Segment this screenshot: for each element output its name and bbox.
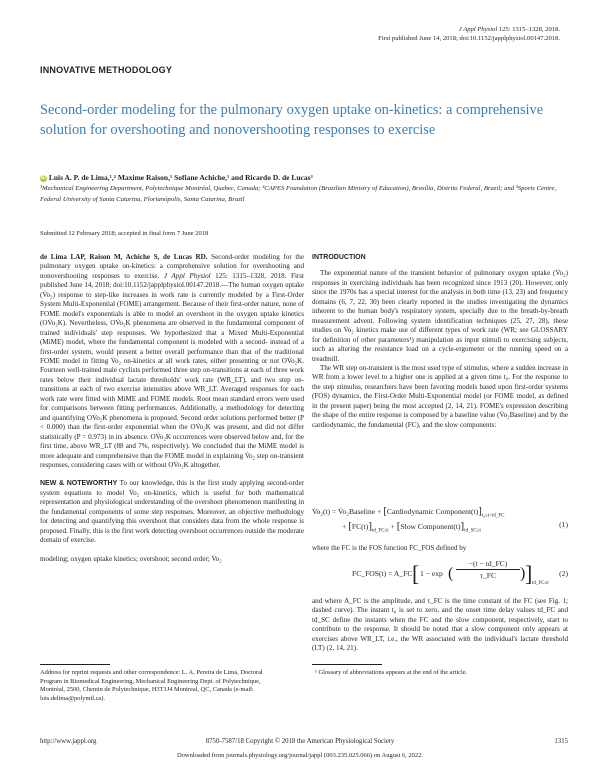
article-title: Second-order modeling for the pulmonary oxygen uptake on-kinetics: a comprehensive solution for overshooting and nonovershooting responses to exercise — [40, 102, 544, 138]
introduction-heading: INTRODUCTION — [312, 254, 366, 261]
copyright-line: 8750-7587/18 Copyright © 2018 the American Physiological Society — [205, 738, 395, 745]
eq1-subscript-1: t₀≤t<td_FC — [481, 513, 505, 519]
eq1-slow-term: Slow Component(t) — [400, 522, 461, 531]
new-noteworthy-text: To our knowledge, this is the first study applying second-order system equations to model V̇o₂ on-kinetics, which is useful for both mathematical representation and physiological understanding of the overshoot phenomenon manifesting in the fundamental components of some step responses. Moreover, an objective methodology for detecting and quantifying this overshoot that considers data from the whole response is proposed. Finally, this is the first work detecting overshoot occurrences outside the moderate domain of exercise. — [40, 479, 304, 545]
author-names: Luis A. P. de Lima,¹,² Maxime Raison,¹ Sofiane Achiche,¹ and Ricardo D. de Lucas³ — [48, 173, 313, 182]
equation-1: V̇o₂(t) = V̇o₂Baseline + [Cardiodynamic $Component(t)]_{t_0\le t<td\_FC}$ + $[FC(t)]_{td\_FC\le t}$ + [Slow $Component(t)]_{td\_SC\le t}$ (1) — [312, 505, 568, 534]
eq2-lhs: FC_FOS(t) = A_FC — [352, 569, 413, 578]
equation-2: FC_FOS(t) = A_FC [ 1 − exp ( $\frac{-(t - td\_FC)}{\tau\_FC}$ ) ] td_FC≤t (2) — [352, 559, 568, 586]
abstract-citation-authors: de Lima LAP, Raison M, Achiche S, de Lucas RD. — [40, 253, 208, 261]
journal-citation-line — [378, 26, 560, 35]
eq2-numerator: −(t − td_FC) — [456, 559, 520, 570]
eq1-lhs: V̇o₂(t) = V̇o₂Baseline + — [312, 507, 384, 516]
eq2-subscript: td_FC≤t — [532, 581, 549, 586]
eq1-subscript-3: td_SC≤t — [464, 528, 481, 534]
journal-reference — [378, 26, 560, 43]
keywords: modeling; oxygen uptake kinetics; overshoot; second order; V̇o₂ — [40, 554, 222, 563]
submission-dates: Submitted 12 February 2018; accepted in final form 7 June 2018 — [40, 230, 209, 237]
abstract — [40, 253, 304, 470]
journal-url-link[interactable]: http://www.jappl.org — [40, 738, 97, 745]
intro-paragraph-3: where the FC is the FOS function FC_FOS defined by — [312, 544, 467, 552]
eq2-denominator: τ_FC — [479, 571, 497, 580]
introduction-column — [312, 253, 568, 430]
page-number: 1315 — [554, 738, 568, 745]
eq1-fc-term: FC(t) — [351, 522, 369, 531]
eq1-cardiodynamic-term: Cardiodynamic Component(t) — [386, 507, 479, 516]
new-noteworthy — [40, 479, 304, 545]
abstract-body: The human oxygen uptake (V̇o₂) response to step-like increases in work rate is currently modeled by a First-Order System Multi-Exponential (FOME) arrangement. Because of their first-order nature, none of FOME model's exponentials is able to model an overshoot in the oxygen uptake kinetics (OV̇o₂K). Nevertheless, OV̇o₂K phenomena are observed in the fundamental component of trained individuals' step responses. We hypothesized that a Mixed Multi-Exponential (MiME) model, where the fundamental component is modeled with a second- instead of a first-order system, would present a better overall performance than that of the traditional FOME model in fitting V̇o₂ on-kinetics at all work rates, either presenting or not OV̇o₂K. Fourteen well-trained male cyclists performed three step on-transitions at each of three work rates below their individual lactate thresholds' work rate (WR_LT), and two step on-transitions at each of two exercise intensities above WR_LT. Averaged responses for each work rate were fitted with MiME and FOME models. Root mean standard errors were used for comparisons between fitting performances. Additionally, a methodology for detecting and quantifying OV̇o₂K phenomena is proposed. Second order solutions performed better (P < 0.000) than the first-order exponential when the OV̇o₂K was present, and did not differ statistically (P = 0.973) in its absence. OV̇o₂K occurrences were observed below and, for the first time, above WR_LT (88 and 7%, respectively). We concluded that the MiME model is more adequate and comprehensive than the FOME model in explaining V̇o₂ step on-transient responses, considering cases with or without OV̇o₂K altogether. — [40, 281, 304, 469]
author-affiliations: ¹Mechanical Engineering Department, Polytechnique Montréal, Quebec, Canada; ²CAPES Foundation (Brazilian Ministry of Education), Brasília, Distrito Federal, Brazil; and ³Sports Centre, Federal University of Santa Catarina, Florianópolis, Santa Catarina, Brazil — [40, 185, 557, 203]
new-noteworthy-label: NEW & NOTEWORTHY — [40, 480, 118, 488]
equation-1-number: (1) — [559, 520, 568, 529]
abstract-citation-title: Second-order modeling for the pulmonary oxygen uptake on-kinetics: a comprehensive solution for overshooting and nonovershooting responses to exercise. — [40, 253, 304, 280]
footnote-rule-right — [312, 664, 382, 665]
authors-block — [40, 173, 570, 205]
journal-name: J Appl Physiol — [458, 26, 498, 33]
footnote-rule-left — [40, 664, 110, 665]
published-line: First published June 14, 2018; doi:10.1152/japplphysiol.00147.2018. — [378, 34, 560, 42]
equation-2-number: (2) — [559, 569, 568, 578]
journal-volume: 125: 1315–1328, 2018. — [497, 26, 560, 33]
glossary-footnote: ¹ Glossary of abbreviations appears at the end of the article. — [315, 669, 468, 676]
correspondence-note: Address for reprint requests and other correspondence: L. A. Pereira de Lima, Doctoral Program in Biomedical Engineering, Mechanical Engineering Dept. of Polytechnique, Montréal, 2500, Chemin de Polytechnique, H3T1J4 Montreal, QC, Canada (e-mail: luis.delima@polymtl.ca). — [40, 669, 263, 703]
abstract-column — [40, 253, 304, 564]
intro-paragraph-1: The exponential nature of the transient behavior of pulmonary oxygen uptake (V̇o₂) responses in exercising individuals has been recognized since 1913 (20). However, only since the 1970s has a special interest for the analysis in both time (13, 23) and frequency domains (6, 7, 22, 30) been clearly reported in the studies investigating the dynamics inherent to the human body's respiratory system, specially due to the breath-by-breath measurement advent. Following system identification techniques (25, 27, 28), these studies on V̇o₂ kinetics make use of different types of work rate (WR; see GLOSSARY for definition of other parameters¹) manipulation as input stimuli to exercising subjects, such as altering the resistance load on a cycle-ergometer or the running speed on a treadmill. — [312, 269, 568, 363]
section-label: INNOVATIVE METHODOLOGY — [40, 65, 173, 75]
intro-paragraph-2: The WR step on-transient is the most used type of stimulus, where a sudden increase in WR from a lower level to a higher one is applied at a given time t₀. For the response to the step stimulus, researchers have been favoring models based upon first-order systems (FOS) dynamics, the First-Order Multi-Exponential model (or FOME model, as defined in the present paper) being the most accepted (2, 14, 21). FOME's expression describing the shape of the entire response is composed by a baseline value (V̇o₂Baseline) and by the cardiodynamic, the fundamental (FC), and the slow components: — [312, 363, 568, 429]
download-notice: Downloaded from journals.physiology.org/journal/jappl (003.235.025.066) on August 6, 2022. — [176, 752, 424, 759]
intro-paragraph-4: and where A_FC is the amplitude, and τ_FC is the time constant of the FC (see Fig. 1; dashed curve). The instant t₀ is set to zero, and the onset time delay values td_FC and td_SC define the instants when the FC and the slow component, respectively, start to contribute to the response. It should be noted that a slow component only appears at exercises above WR_LT, i.e., the WR associated with the individual's lactate threshold (LT) (2, 14, 21). — [312, 597, 568, 653]
abstract-citation-journal: J Appl Physiol — [163, 271, 211, 280]
abstract-citation-doi: 125: 1315–1328, 2018. First published June 14, 2018; doi:10.1152/japplphysiol.00147.2018.— — [40, 271, 305, 290]
orcid-icon[interactable]: iD — [41, 175, 46, 181]
eq1-subscript-2: td_FC≤t — [372, 528, 389, 534]
